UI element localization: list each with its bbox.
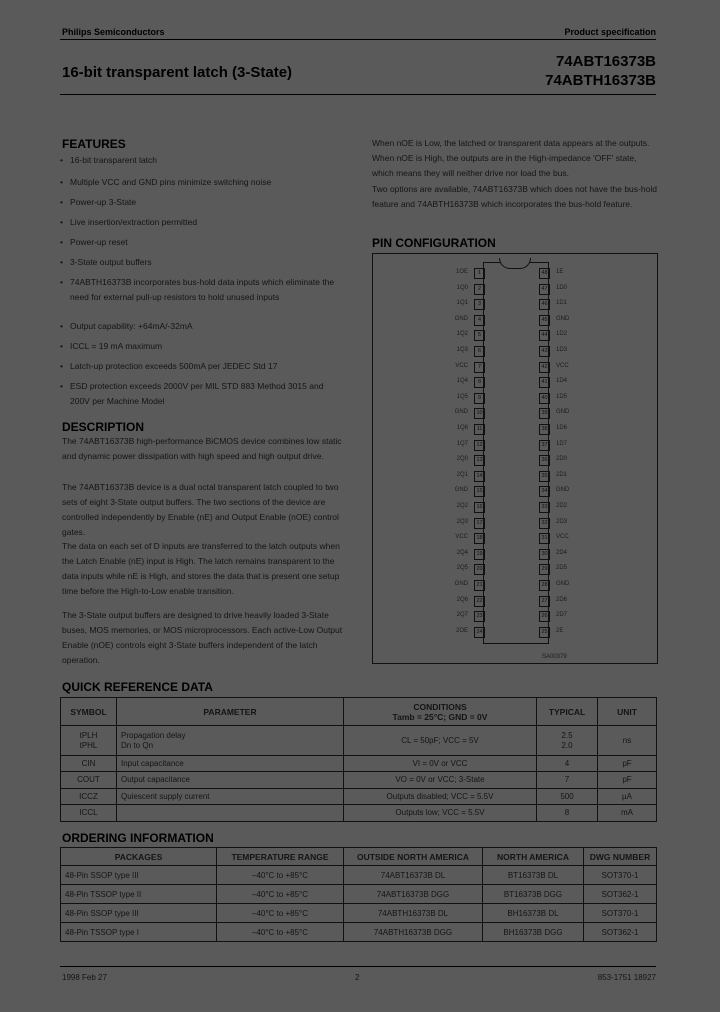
pin-number: 8 bbox=[474, 377, 485, 388]
pin-label-right: 2E bbox=[556, 627, 564, 634]
cell-unit: pF bbox=[598, 756, 657, 772]
pin-label-right: 1D5 bbox=[556, 393, 568, 400]
footer-date: 1998 Feb 27 bbox=[62, 973, 107, 982]
pin-label-right: 1D1 bbox=[556, 300, 568, 307]
pin-number: 45 bbox=[539, 315, 550, 326]
pin-label-right: 2D4 bbox=[556, 549, 568, 556]
pin-number: 14 bbox=[474, 471, 485, 482]
pin-label-left: 2Q4 bbox=[456, 549, 468, 556]
pin-number: 21 bbox=[474, 580, 485, 591]
pin-number: 2 bbox=[474, 284, 485, 295]
pin-label-right: 2D1 bbox=[556, 471, 568, 478]
cell-parameter: Input capacitance bbox=[117, 756, 344, 772]
pin-label-right: 2D5 bbox=[556, 565, 568, 572]
pin-number: 34 bbox=[539, 486, 550, 497]
company-name: Philips Semiconductors bbox=[62, 27, 165, 37]
pin-label-right: 1D2 bbox=[556, 331, 568, 338]
cell: 74ABT16373B DGG bbox=[344, 885, 483, 904]
pin-number: 22 bbox=[474, 596, 485, 607]
description-para-4: The 3-State output buffers are designed to drive heavily loaded 3-State buses, MOS memories, or MOS microprocessors. Each active-Low Output Enable (nOE) controls eight 3-State buffers independent of the latch operation. bbox=[62, 610, 343, 665]
pin-label-left: GND bbox=[454, 581, 468, 587]
part-number-1: 74ABT16373B bbox=[555, 53, 656, 70]
pin-number: 10 bbox=[474, 408, 485, 419]
pin-number: 11 bbox=[474, 424, 485, 435]
table-row bbox=[61, 805, 657, 822]
pin-label-right: 2D6 bbox=[556, 596, 568, 603]
pin-config-heading: PIN CONFIGURATION bbox=[372, 236, 496, 250]
col-typical: TYPICAL bbox=[537, 698, 598, 726]
cell-conditions: Outputs disabled; VCC = 5.5V bbox=[344, 789, 537, 805]
pin-number: 19 bbox=[474, 549, 485, 560]
pin-label-left: 1Q1 bbox=[456, 300, 468, 307]
cell-typical: 500 bbox=[537, 789, 598, 805]
cell: 48-Pin TSSOP type I bbox=[61, 923, 217, 942]
col-conditions bbox=[344, 698, 537, 726]
pin-number: 23 bbox=[474, 611, 485, 622]
pin-number: 40 bbox=[539, 393, 550, 404]
pin-label-right: 1E bbox=[556, 269, 564, 275]
pin-number: 5 bbox=[474, 330, 485, 341]
pin-number: 24 bbox=[474, 627, 485, 638]
quick-ref-table bbox=[60, 697, 657, 822]
pin-number: 17 bbox=[474, 518, 485, 529]
col-packages: PACKAGES bbox=[61, 848, 217, 866]
cell: SOT362-1 bbox=[584, 923, 657, 942]
pin-label-left: 2Q7 bbox=[456, 612, 468, 619]
cell-symbol: ICCZ bbox=[61, 789, 117, 805]
pin-label-left: 2Q2 bbox=[456, 503, 468, 509]
cell-parameter bbox=[117, 805, 344, 822]
cell-conditions: VI = 0V or VCC bbox=[344, 756, 537, 772]
cell-typical: 7 bbox=[537, 772, 598, 789]
pin-label-right: GND bbox=[556, 409, 570, 416]
feature-item: • 3-State output buffers bbox=[70, 255, 345, 270]
cell-parameter: Output capacitance bbox=[117, 772, 344, 789]
cell-symbol: tPLH tPHL bbox=[61, 726, 117, 756]
col-unit: UNIT bbox=[598, 698, 657, 726]
pin-number: 20 bbox=[474, 564, 485, 575]
description-para-3: The data on each set of D inputs are transferred to the latch outputs when the Latch Enable (nE) input is High. The latch remains transparent to the data inputs while nE is High, and stores the data that is present one setup time before the High-to-Low enable transition. bbox=[62, 541, 340, 596]
feature-item: • 74ABTH16373B incorporates bus-hold data inputs which eliminate the need for external pull-up resistors to hold unused inputs bbox=[70, 275, 345, 305]
cell: SOT362-1 bbox=[584, 885, 657, 904]
header-rule bbox=[60, 39, 656, 40]
pin-number: 7 bbox=[474, 362, 485, 373]
pin-label-left: 1Q0 bbox=[456, 284, 468, 291]
footer-page: 2 bbox=[355, 973, 360, 982]
table-header-row bbox=[61, 848, 657, 866]
pin-number: 30 bbox=[539, 549, 550, 560]
pin-label-left: 2Q0 bbox=[456, 456, 468, 463]
pin-number: 26 bbox=[539, 611, 550, 622]
cell: –40°C to +85°C bbox=[217, 904, 344, 923]
cell-unit: mA bbox=[598, 805, 657, 822]
pin-label-left: 2Q5 bbox=[456, 565, 468, 572]
pin-number: 38 bbox=[539, 424, 550, 435]
cell-unit: µA bbox=[598, 789, 657, 805]
pin-label-left: 1Q2 bbox=[456, 331, 468, 338]
col-temp-range: TEMPERATURE RANGE bbox=[217, 848, 344, 866]
pin-number: 32 bbox=[539, 518, 550, 529]
pin-label-left: VCC bbox=[455, 534, 468, 541]
pin-label-right: 1D6 bbox=[556, 425, 568, 431]
feature-item: • Power-up reset bbox=[70, 235, 345, 250]
table-row bbox=[61, 756, 657, 772]
conditions-label: CONDITIONS bbox=[413, 701, 467, 712]
pin-label-right: 1D0 bbox=[556, 284, 568, 291]
pin-number: 37 bbox=[539, 440, 550, 451]
pin-label-right: GND bbox=[556, 315, 570, 322]
pin-number: 3 bbox=[474, 299, 485, 310]
footer-rule bbox=[60, 966, 656, 967]
feature-item: • Live insertion/extraction permitted bbox=[70, 215, 345, 230]
pin-number: 46 bbox=[539, 299, 550, 310]
feature-item: • ESD protection exceeds 2000V per MIL STD 883 Method 3015 and 200V per Machine Model bbox=[70, 379, 345, 409]
pin-number: 48 bbox=[539, 268, 550, 279]
quick-ref-heading: QUICK REFERENCE DATA bbox=[62, 680, 213, 694]
table-row bbox=[61, 885, 657, 904]
pin-number: 16 bbox=[474, 502, 485, 513]
pin-label-left: VCC bbox=[455, 362, 468, 369]
feature-item: • Output capability: +64mA/-32mA bbox=[70, 319, 345, 334]
footer-code: 853-1751 18927 bbox=[597, 973, 656, 982]
description-para-1: The 74ABT16373B high-performance BiCMOS device combines low static and dynamic power dissipation with high speed and high output drive. bbox=[62, 436, 342, 461]
pin-label-right: 2D2 bbox=[556, 503, 568, 509]
ordering-heading: ORDERING INFORMATION bbox=[62, 831, 214, 845]
pin-label-left: GND bbox=[454, 409, 468, 416]
pin-label-left: 1Q3 bbox=[456, 347, 468, 353]
col-dwg-number: DWG NUMBER bbox=[584, 848, 657, 866]
cell-parameter: Quiescent supply current bbox=[117, 789, 344, 805]
feature-item: • Latch-up protection exceeds 500mA per JEDEC Std 17 bbox=[70, 359, 345, 374]
pin-number: 13 bbox=[474, 455, 485, 466]
cell: 74ABTH16373B DL bbox=[344, 904, 483, 923]
cell: –40°C to +85°C bbox=[217, 866, 344, 885]
page-title: 16-bit transparent latch (3-State) bbox=[62, 64, 293, 81]
feature-item: • Power-up 3-State bbox=[70, 195, 345, 210]
pin-label-left: 1OE bbox=[455, 269, 468, 275]
table-row bbox=[61, 772, 657, 789]
cell: SOT370-1 bbox=[584, 866, 657, 885]
ordering-table bbox=[60, 847, 657, 942]
cell-unit: ns bbox=[598, 726, 657, 756]
pin-number: 47 bbox=[539, 284, 550, 295]
pin-label-right: 1D7 bbox=[556, 440, 568, 447]
cell: 74ABTH16373B DGG bbox=[344, 923, 483, 942]
cell-symbol: ICCL bbox=[61, 805, 117, 822]
cell-typical: 8 bbox=[537, 805, 598, 822]
pin-number: 1 bbox=[474, 268, 485, 279]
cell: 74ABT16373B DL bbox=[344, 866, 483, 885]
pin-label-left: 1Q5 bbox=[456, 393, 468, 400]
cell: –40°C to +85°C bbox=[217, 923, 344, 942]
cell-conditions: Outputs low; VCC = 5.5V bbox=[344, 805, 537, 822]
cell: BH16373B DGG bbox=[483, 923, 584, 942]
pin-number: 9 bbox=[474, 393, 485, 404]
pin-label-right: 2D0 bbox=[556, 456, 568, 463]
pin-number: 25 bbox=[539, 627, 550, 638]
feature-item: • ICCL = 19 mA maximum bbox=[70, 339, 345, 354]
cell: BT16373B DGG bbox=[483, 885, 584, 904]
col-symbol: SYMBOL bbox=[61, 698, 117, 726]
pin-number: 33 bbox=[539, 502, 550, 513]
figure-code: SA00379 bbox=[542, 654, 567, 660]
table-header-row bbox=[61, 698, 657, 726]
cell: 48-Pin TSSOP type II bbox=[61, 885, 217, 904]
table-row bbox=[61, 789, 657, 805]
pin-number: 28 bbox=[539, 580, 550, 591]
pin-number: 36 bbox=[539, 455, 550, 466]
cell-typical: 4 bbox=[537, 756, 598, 772]
cell-typical: 2.5 2.0 bbox=[537, 726, 598, 756]
description-heading: DESCRIPTION bbox=[62, 420, 145, 434]
table-row bbox=[61, 866, 657, 885]
pin-label-right: 2D3 bbox=[556, 518, 568, 525]
col-outside-na: OUTSIDE NORTH AMERICA bbox=[344, 848, 483, 866]
pin-label-right: VCC bbox=[556, 534, 569, 541]
pin-number: 29 bbox=[539, 564, 550, 575]
pin-label-left: 2OE bbox=[455, 627, 468, 634]
part-number-2: 74ABTH16373B bbox=[545, 72, 656, 89]
pin-number: 6 bbox=[474, 346, 485, 357]
cell: –40°C to +85°C bbox=[217, 885, 344, 904]
pin-number: 42 bbox=[539, 362, 550, 373]
pin-number: 35 bbox=[539, 471, 550, 482]
cell: 48-Pin SSOP type III bbox=[61, 904, 217, 923]
title-rule bbox=[60, 94, 656, 95]
cell: SOT370-1 bbox=[584, 904, 657, 923]
pin-label-left: 2Q6 bbox=[456, 596, 468, 603]
pin-label-right: 2D7 bbox=[556, 612, 568, 619]
cell: BH16373B DL bbox=[483, 904, 584, 923]
pin-number: 15 bbox=[474, 486, 485, 497]
pin-label-left: GND bbox=[454, 315, 468, 322]
pin-label-right: 1D3 bbox=[556, 347, 568, 353]
table-row bbox=[61, 726, 657, 756]
pin-number: 31 bbox=[539, 533, 550, 544]
cell-conditions: VO = 0V or VCC; 3-State bbox=[344, 772, 537, 789]
right-intro-para-2: Two options are available, 74ABT16373B which does not have the bus-hold feature and 74ABTH16373B which incorporates the bus-hold feature. bbox=[372, 184, 657, 209]
doc-type: Product specification bbox=[564, 27, 656, 37]
pin-number: 41 bbox=[539, 377, 550, 388]
col-parameter: PARAMETER bbox=[117, 698, 344, 726]
cell: BT16373B DL bbox=[483, 866, 584, 885]
pin-label-left: GND bbox=[454, 487, 468, 494]
pin-label-right: VCC bbox=[556, 362, 569, 369]
pin-number: 4 bbox=[474, 315, 485, 326]
pin-label-left: 1Q4 bbox=[456, 378, 468, 385]
col-north-america: NORTH AMERICA bbox=[483, 848, 584, 866]
pin-label-right: GND bbox=[556, 487, 570, 494]
feature-item: • Multiple VCC and GND pins minimize switching noise bbox=[70, 175, 345, 190]
pin-label-right: GND bbox=[556, 581, 570, 587]
cell-conditions: CL = 50pF; VCC = 5V bbox=[344, 726, 537, 756]
pin-number: 43 bbox=[539, 346, 550, 357]
pin-number: 44 bbox=[539, 330, 550, 341]
pin-number: 18 bbox=[474, 533, 485, 544]
cell: 48-Pin SSOP type III bbox=[61, 866, 217, 885]
cell-symbol: COUT bbox=[61, 772, 117, 789]
cell-unit: pF bbox=[598, 772, 657, 789]
pin-label-right: 1D4 bbox=[556, 378, 568, 385]
features-heading: FEATURES bbox=[62, 137, 126, 151]
cell-symbol: CIN bbox=[61, 756, 117, 772]
table-row bbox=[61, 923, 657, 942]
pin-number: 39 bbox=[539, 408, 550, 419]
pin-label-left: 1Q7 bbox=[456, 440, 468, 447]
pin-label-left: 2Q3 bbox=[456, 518, 468, 525]
cell-parameter: Propagation delay Dn to Qn bbox=[117, 726, 344, 756]
pin-label-left: 2Q1 bbox=[456, 471, 468, 478]
feature-item: • 16-bit transparent latch bbox=[70, 153, 345, 168]
conditions-sub: Tamb = 25°C; GND = 0V bbox=[392, 711, 488, 722]
pin-number: 27 bbox=[539, 596, 550, 607]
description-para-2: The 74ABT16373B device is a dual octal transparent latch coupled to two sets of eight 3-State output buffers. The two sections of the device are controlled independently by Enable (nE) and Output Enable (nOE) control gates. bbox=[62, 482, 339, 537]
table-row bbox=[61, 904, 657, 923]
pin-label-left: 1Q6 bbox=[456, 425, 468, 431]
right-intro-para-1: When nOE is Low, the latched or transparent data appears at the outputs. When nOE is High, the outputs are in the High-impedance 'OFF' state, which means they will neither drive nor load the bus. bbox=[372, 138, 650, 178]
pin-number: 12 bbox=[474, 440, 485, 451]
